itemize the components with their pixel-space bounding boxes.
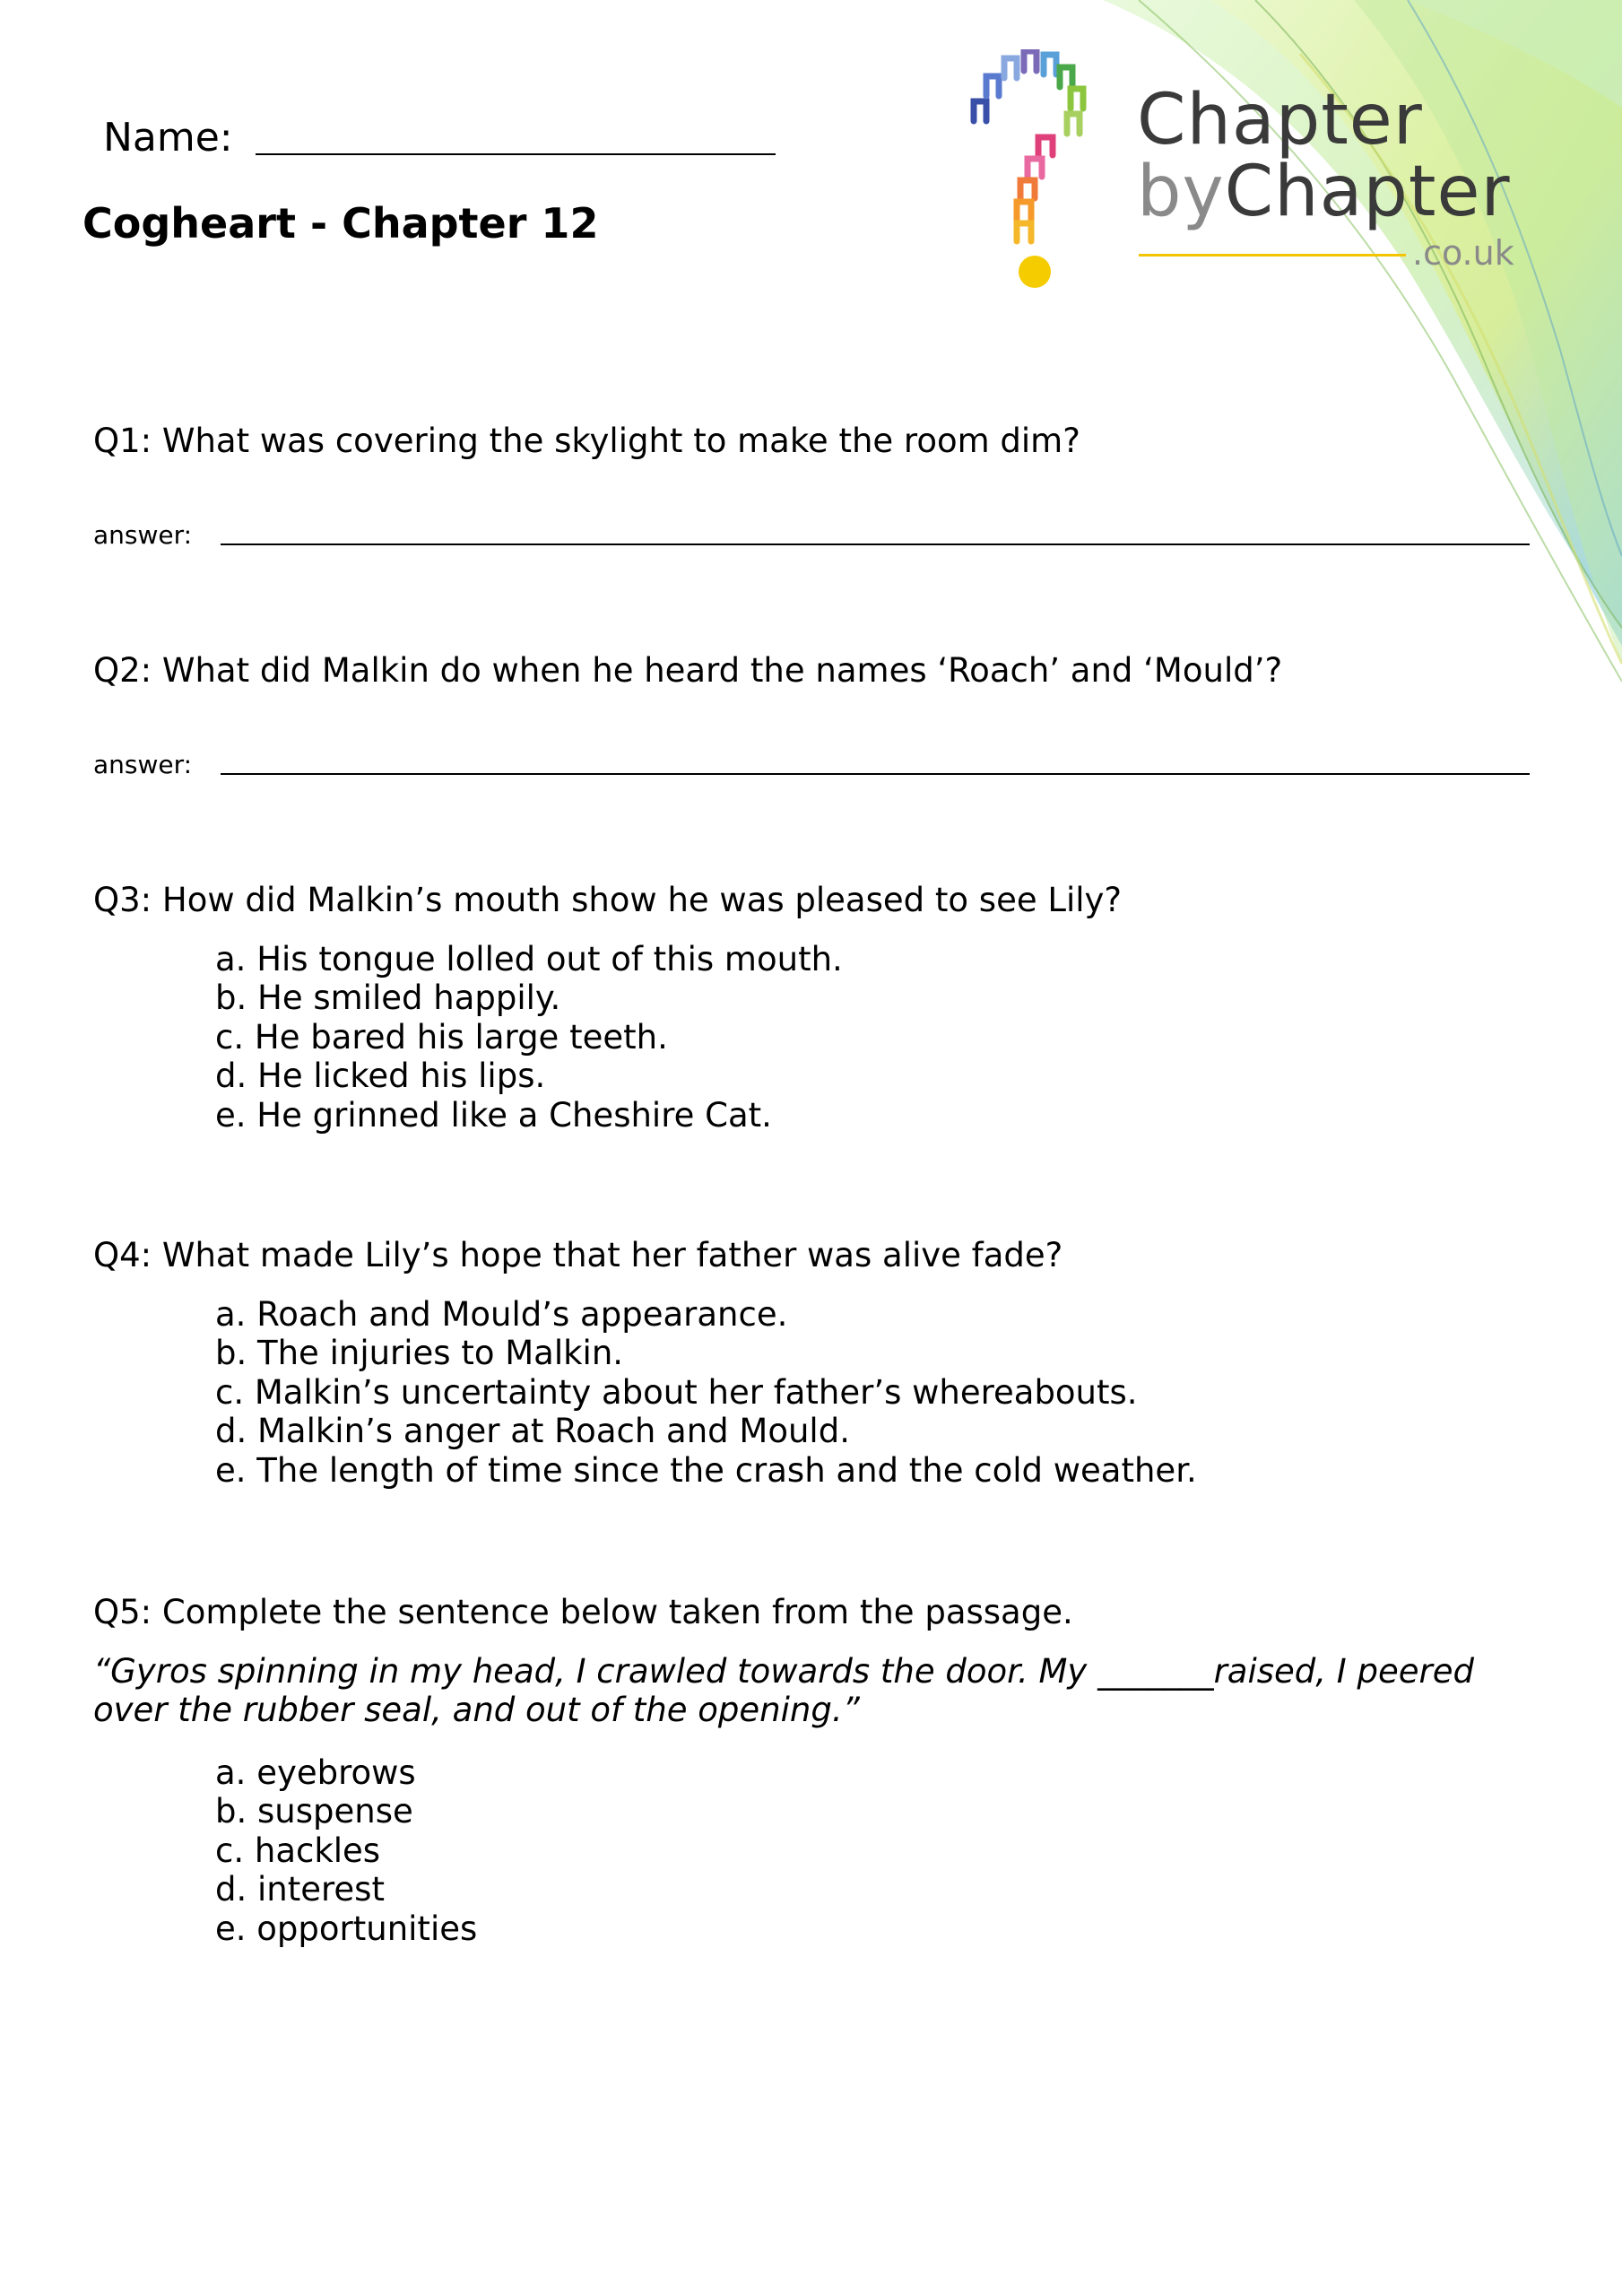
option-c[interactable]: c. Malkin’s uncertainty about her father’s whereabouts.: [215, 1372, 1138, 1412]
option-d[interactable]: d. Malkin’s anger at Roach and Mould.: [215, 1412, 850, 1451]
question-5: Q5: Complete the sentence below taken from the passage.: [93, 1593, 1073, 1631]
name-field: [103, 115, 776, 161]
option-e[interactable]: e. The length of time since the crash and the cold weather.: [215, 1450, 1197, 1490]
question-1: Q1: What was covering the skylight to make the room dim?: [93, 422, 1080, 460]
book-question-mark-icon: [959, 49, 1103, 309]
chapter-by-chapter-logo: [959, 49, 1551, 309]
logo-line-1: Chapter: [1137, 80, 1423, 161]
answer-line-1[interactable]: [221, 544, 1530, 545]
passage-quote: [93, 1652, 1528, 1729]
option-a[interactable]: a. Roach and Mould’s appearance.: [215, 1295, 788, 1334]
answer-label: answer:: [93, 520, 193, 550]
answer-row-2: [93, 750, 192, 779]
option-b[interactable]: b. The injuries to Malkin.: [215, 1334, 624, 1373]
answer-line-2[interactable]: [221, 773, 1530, 775]
logo-chapter: Chapter: [1224, 152, 1511, 232]
question-3-options: [215, 940, 843, 1135]
question-5-options: [215, 1753, 477, 1948]
option-c[interactable]: c. He bared his large teeth.: [215, 1017, 668, 1057]
question-4: Q4: What made Lily’s hope that her father was alive fade?: [93, 1236, 1063, 1274]
option-d[interactable]: d. interest: [215, 1870, 385, 1909]
question-3: Q3: How did Malkin’s mouth show he was pleased to see Lily?: [93, 881, 1123, 919]
option-a[interactable]: a. His tongue lolled out of this mouth.: [215, 940, 843, 978]
option-a[interactable]: a. eyebrows: [215, 1753, 416, 1792]
option-b[interactable]: b. He smiled happily.: [215, 978, 561, 1018]
logo-dot: [1019, 256, 1051, 288]
name-label: Name:: [103, 115, 233, 161]
option-d[interactable]: d. He licked his lips.: [215, 1057, 546, 1096]
logo-line-2: [1137, 152, 1511, 232]
option-e[interactable]: e. opportunities: [215, 1909, 478, 1948]
answer-label: answer:: [93, 750, 193, 779]
name-input-line[interactable]: [256, 153, 776, 155]
question-2: Q2: What did Malkin do when he heard the names ‘Roach’ and ‘Mould’?: [93, 651, 1283, 690]
answer-row-1: [93, 520, 192, 550]
logo-domain: .co.uk: [1412, 233, 1514, 273]
option-c[interactable]: c. hackles: [215, 1831, 381, 1870]
worksheet-title: Cogheart - Chapter 12: [82, 199, 599, 248]
option-e[interactable]: e. He grinned like a Cheshire Cat.: [215, 1095, 772, 1135]
quote-part-1: “Gyros spinning in my head, I crawled towards the door. My _______: [93, 1652, 1214, 1691]
question-4-options: [215, 1295, 1197, 1490]
logo-wordmark: [1137, 80, 1511, 232]
logo-underline: [1139, 254, 1406, 257]
logo-by: by: [1137, 152, 1225, 232]
option-b[interactable]: b. suspense: [215, 1792, 413, 1831]
quote-part-2: raised, I peered over the rubber seal, and out of the opening.”: [93, 1652, 1474, 1729]
